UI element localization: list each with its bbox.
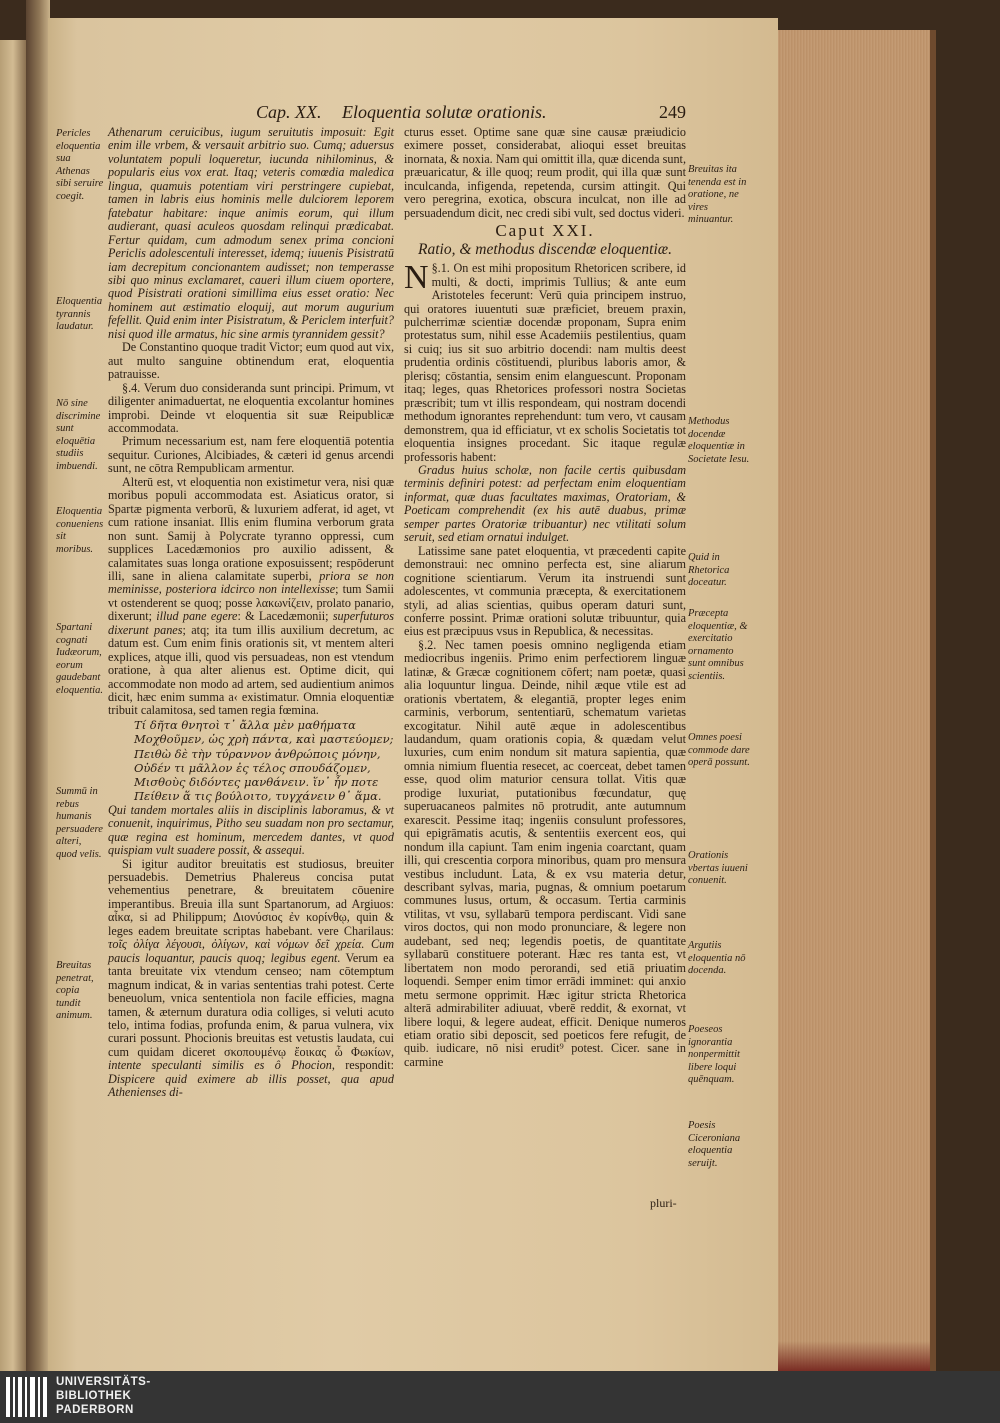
library-name-line: BIBLIOTHEK — [56, 1390, 132, 1402]
greek-verse-line: Τί δῆτα θνητοὶ τ᾽ ἄλλα μὲν μαθήματα — [134, 717, 356, 732]
latin-verse-translation: Qui tandem mortales aliis in disciplinis laboramus, & vt conuenit, inquirimus, Pitho seu suadam non pro sectamur, quæ regina est hominum, mercedem dantes, vt quod quispiam vult suadere possit, & assequi. — [108, 802, 394, 858]
right-column — [404, 126, 686, 1069]
text-run: : & Lacedæmonii; — [237, 609, 333, 624]
margin-note: Nō sine discrimine sunt eloquētia studiis imbuendi. — [56, 398, 101, 472]
margin-note: Poeseos ignorantia nonpermittit libere loqui quēnquam. — [688, 1024, 740, 1086]
book-gutter — [26, 0, 50, 1371]
text-run: Si igitur auditor breuitatis est studiosus, breuiter persuadebis. Demetrius Phalereus concisa putat vehementius penetrare, & breuitatem cōuenire imperantibus. Breuia illa sunt Spartanorum, ad Argiuos: αἶκα, si ad Philippum; Διονύσιος ἐν κορίνθῳ, quin & leges eadem breuitate scriptas habebant. vere Charilaus: — [108, 856, 394, 938]
margin-note: Quid in Rhetorica doceatur. — [688, 552, 730, 589]
paragraph-section-1 — [404, 259, 687, 464]
greek-verse-line: Πείθειν ἅ τις βούλοιτο, τυγχάνειν θ᾽ ἅμα. — [134, 789, 382, 804]
left-column — [108, 126, 394, 1100]
paragraph-breuitas — [108, 858, 394, 1100]
paragraph-pericles: Athenarum ceruicibus, iugum seruitutis imposuit: Egit enim ille vrbem, & versauit arbitrio suo. Cumq; aduersus voluntatem populi loqueretur, iucunda nihilominus, & popularis eius vox erat. Itaq; veteris comœdia maledica lingua, quamuis potentiam viri perstringere cupiebat, tamen in labris eius hominis melle dulciorem leporem fatebatur habitare: inque animis eorum, qui illum audierant, quasi aculeos quosdam relinqui prædicabat. Fertur quidam, cum admodum senex prima concioni Periclis adolescentuli interesset, idemq; iuuenis Pisistratū iam decrepitum concionantem audisset; non temperasse sibi quo minus exclamaret, caueri illum ciuem oportere, quod Pisistrati orationi simillima eius esset oratio: Nec hominem aut æstimatio eloquij, aut morum augurium fefellit. Quid enim inter Pisistratum, & Periclem interfuit? nisi quod ille armatus, hic sine armis tyrannidem gessit? — [108, 125, 394, 341]
italic-run: Dispicere quid eximere ab illis posset, qua apud Athenienses di- — [108, 1071, 394, 1100]
library-name — [56, 1375, 151, 1417]
library-footer — [0, 1371, 1000, 1423]
page-edges — [770, 30, 936, 1371]
library-logo-icon — [6, 1377, 48, 1417]
italic-run: superfuturos dixerunt panes — [108, 609, 394, 637]
running-title: Eloquentia solutæ orationis. — [342, 102, 547, 122]
catchword: pluri- — [650, 1196, 677, 1210]
paragraph-constantinus: De Constantino quoque tradit Victor; eum quod aut vix, aut multo sanguine obtinendum erat, eloquentia patrauisse. — [108, 340, 394, 382]
page-number: 249 — [659, 102, 686, 122]
text-run: Verum ea tanta breuitate vix vtendum censeo; nam cōtemptum magnum indicat, & in varias sententias trahi potest. Certe beneuolum, vnica sententiola non facile efficies, magna tamen, & æternum duratura odia colliges, si veluti acuto telo, intima fodias, profunda enim, & parua vulnera, vix curari possunt. Phocionis breuitas est vetustis laudata, cui cum quidam diceret σκοπουμένῳ ἔοικας ὦ Φωκίων, — [108, 950, 394, 1059]
margin-note: Breuitas penetrat, copia tundit animum. — [56, 960, 94, 1022]
library-name-line: PADERBORN — [56, 1404, 134, 1416]
paragraph-cont: cturus esset. Optime sane quæ sine causæ præiudicio eximere posset, considerabat, alioqui esset breuitas inornata, & noxia. Nam qui omittit illa, quæ dicenda sunt, præuaricatur, & ille quoq; reum prodit, qui illa quæ sunt inculcanda, infigenda, repetenda, cursim attingit. Qui vero peregrina, exotica, obscura inculcat, non ille ad persuadendum dicit, nec credi sibi vult, sed doctus videri. — [404, 125, 686, 220]
chapter-heading: Caput XXI. — [495, 221, 595, 241]
margin-note: Spartani cognati Iudæorum, eorum gaudebant eloquentia. — [56, 622, 103, 696]
greek-verse — [108, 718, 394, 804]
italic-run: priora se non meminisse, posteriora idcirco non intellexisse — [108, 568, 394, 597]
margin-note: Præcepta eloquentiæ, & exercitatio ornamento sunt omnibus scientiis. — [688, 608, 748, 682]
running-header — [256, 102, 686, 124]
text-run: On est mihi propositum Rhetoricen scribere, id multi, & docti, imprimis Tullius; & ante eum Aristoteles fecerunt: Verū quia principem instruo, qui oratores iuuentuti suæ præficiet, breuem praxin, pulcherrimæ scientiæ docendæ proponam, Supra enim protestatus sum, nihil esse Academiis pestilentius, quam si cuiq; ius sit suo arbitrio docendi: nam multis deest prudentia ordinis cōstituendi, pluribus laboris amor, & plerisq; cōstantia, sensim enim elanguescunt. Proponam itaq; leges, quas Rhetorices professori nostra Societas præscribit; tum vt illis respondeam, qui nostram docendi methodum ignorantes reprehendunt: tum vero, vt causam demonstrem, qua id efficiatur, vt ex scholis Societatis tot eloquentia insignes procedant. Sic itaque regulæ professoris habent: — [404, 261, 687, 464]
chapter-label: Cap. XX. — [256, 102, 322, 122]
section-label: §.1. — [431, 261, 450, 276]
italic-run: τοῖς ὀλίγα λέγουσι, ὀλίγων, καὶ νόμων δεῖ χρεία. Cum paucis loquantur, paucis quoq; legibus egent. — [108, 937, 394, 965]
paragraph-primum: Primum necessarium est, nam fere eloquentiā potentia sequitur. Curiones, Alcibiades, & cæteri id genus arcendi sunt, ne cōtra Rempublicam armentur. — [108, 434, 394, 476]
italic-run: intente speculanti similis es ô Phocion — [108, 1058, 332, 1073]
margin-note: Omnes poesi commode dare operā possunt. — [688, 732, 750, 769]
rule-quotation: Gradus huius scholæ, non facile certis quibusdam terminis definiri potest: ad perfectam enim eloquentiam informat, quæ duas facultates maximas, Oratoriam, & Poeticam comprehendit (ex his autē duabus, primæ semper partes Oratoriæ tribuantur) nec vtilitati solum seruit, sed etiam ornatui indulget. — [404, 462, 686, 545]
greek-verse-line: Οὐδέν τι μᾶλλον ἐς τέλος σπουδάζομεν, — [134, 760, 371, 775]
text-run: ; tum Samii vt ostenderent se quoq; posse λακωνίζειν, prolato panario, dixerunt; — [108, 582, 394, 624]
text-run: , respondit: — [331, 1058, 394, 1073]
margin-note: Poesis Ciceroniana eloquentia seruijt. — [688, 1120, 741, 1169]
facing-page-edge — [0, 40, 26, 1371]
margin-note: Eloquentia tyrannis laudatur. — [56, 296, 103, 333]
paragraph-alterum — [108, 476, 394, 718]
greek-verse-line: Πειθὼ δὲ τὴν τύραννον ἀνθρώποις μόνην, — [134, 746, 381, 761]
greek-verse-line: Μοχθοῦμεν, ὡς χρὴ πάντα, καὶ μαστεύομεν; — [134, 732, 394, 747]
margin-note: Argutiis eloquentia nō docenda. — [688, 940, 746, 977]
paragraph-section-4: §.4. Verum duo consideranda sunt principi. Primum, vt diligenter animaduertat, ne eloquentia excolantur homines improbi. Deinde vt eloquentia sit suæ Reipublicæ accommodata. — [108, 380, 394, 435]
library-name-line: UNIVERSITÄTS- — [56, 1376, 151, 1388]
greek-verse-line: Μισθοὺς διδόντες μανθάνειν. ἵν᾽ ἦν ποτε — [134, 775, 379, 790]
italic-run: illud pane egere — [156, 609, 238, 624]
paragraph-latissime: Latissime sane patet eloquentia, vt præcedenti capite demonstraui: nec omnino perfecta est, sine aliarum cognitione scientiarum. Verum ita instruendi sunt adolescentes, vt communia præcepta, & exercitationem styli, ad alias scientias, quibus operam daturi sunt, conferre possint. Primæ orationi solutæ tribuuntur, quia eius est præcipuus vsus in Republica, & necessitas. — [404, 543, 686, 639]
text-run: Alterū est, vt eloquentia non existimetur vera, nisi quæ moribus populi accommodata est. Asiaticus orator, si Spartæ pigmenta verborū, & luxuriem adferat, id aget, vt cum ratione insaniat. Illis enim flumina verborum grata non sunt. Samij à Polycrate tyranno oppressi, cum supplices Lacedæmonios pro auxilio adissent, & calamitates suas longa oratione exposuissent; respōderunt illi, sane in aliena calamitate superbi, — [108, 474, 394, 583]
text-run: ; atq; ita tum illis auxilium decretum, ac datum est. Cum enim finis orationis sit, vt mentem alteri explices, atque illi, quod vis persuadeas, non est vtendum oratione, à qua alter alienus est. Optime dicit, qui accommodate non modo ad artem, sed audientium animos dicit, hæc enim summa a‹ existimatur. Omnia eloquentiæ tribuit calamitosa, sed tamen regia fœmina. — [108, 622, 394, 718]
margin-note: Orationis vbertas iuueni conuenit. — [688, 850, 748, 887]
chapter-title: Ratio, & methodus discendæ eloquentiæ. — [417, 241, 672, 259]
margin-note: Pericles eloquentia sua Athenas sibi seruire coegit. — [56, 128, 104, 202]
drop-capital: N — [404, 259, 429, 297]
paragraph-section-2: §.2. Nec tamen poesis omnino negligenda etiam mediocribus ingeniis. Primo enim perfectiorem linguæ latinæ, & Græcæ cognitionem cōfert; nam poetæ, quasi alia loquuntur lingua. Deinde, nihil æque vtile est ad orationis vbertatem, & elegantiā, propter leges enim carminis, verborum, sententiarū, schematum varietas excogitatur. Nihil autē æque in adolescentibus laudandum, quam orationis copia, & quædam velut luxuries, cum enim nondum sit matura sapientia, quæ omnia nimium fluentia resecet, ac coerceat, debet tamen esse, quod olim maturior censura tollat. Vitis quæ prodige luxuriat, putationibus fœcundatur, quę superuacaneos palmites nō protrudit, ante autumnum exarescit. Pessime itaq; ingeniis consulunt professores, qui epigrāmatis acutis, & sententiis exercent eos, qui nondum illa capiunt. Tam enim ingenia coarctant, quam illi, qui crescentia corpora minoribus, quam pro mensura vestibus includunt. Lata, & ex vsu materia detur, describant sylvas, maria, pugnas, & omnium poetarum communes lusus, ortum, & occasum. Tertia carminis vtilitas, vt vsu, syllabarū tempora perdiscant. Vidi sane viros doctos, qui non modo pronunciare, & legere non audebant, sed neq; legendis poetis, de quantitate syllabarū constituere poterant. Hæc res tanta est, vt libertatem non modo perorandi, sed etiā priuatim loquendi. Semper enim timor errādi imminet: qui anxio metu sermone opprimit. Hæc igitur stricta Rhetorica alterā admirabiliter adiuuat, vberē reddit, & exornat, vt libere loqui, & legere audeat, efficit. Denique numeros etiam oratio sibi deposcit, sed poeticos fere refugit, de quib. iudicare, nō nisi erudit⁹ potest. Cicer. sane in carmine — [404, 637, 686, 1069]
margin-note: Methodus docendæ eloquentiæ in Societate Iesu. — [688, 416, 750, 465]
margin-note: Eloquentia conueniens sit moribus. — [56, 506, 104, 555]
margin-note: Breuitas ita tenenda est in oratione, ne vires minuantur. — [688, 164, 747, 226]
margin-note: Summū in rebus humanis persuadere alteri, quod velis. — [56, 786, 103, 860]
